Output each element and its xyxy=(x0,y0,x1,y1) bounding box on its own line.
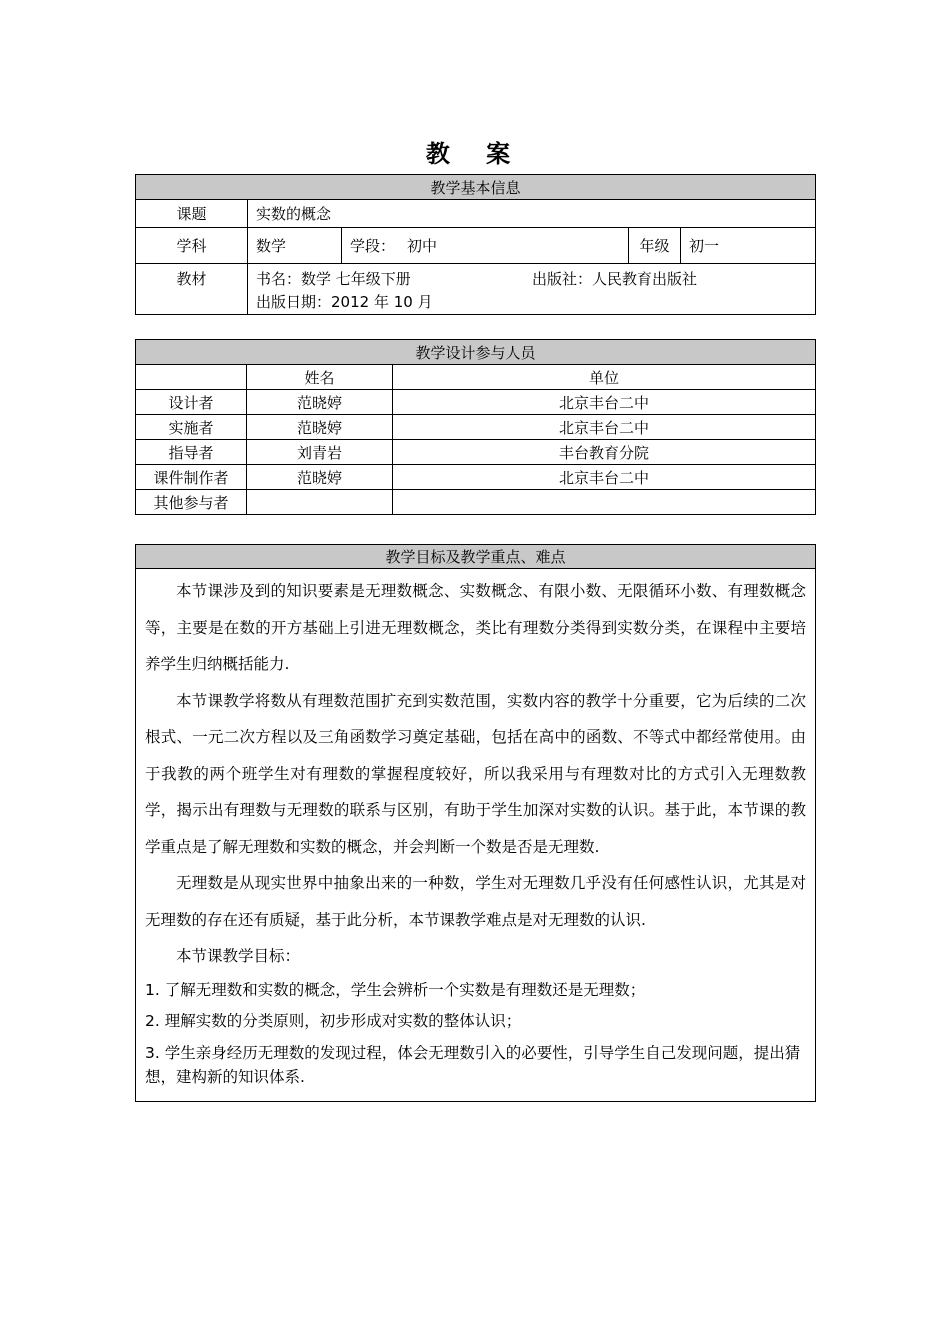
subject-label: 学科 xyxy=(136,228,248,264)
paragraph-goals-intro: 本节课教学目标： xyxy=(176,947,301,965)
stage-value: 初中 xyxy=(407,237,438,255)
topic-value: 实数的概念 xyxy=(248,200,816,228)
participants-header: 教学设计参与人员 xyxy=(136,340,816,365)
name-cell: 范晓婷 xyxy=(247,390,393,415)
name-cell: 范晓婷 xyxy=(247,465,393,490)
paragraph-key-point: 本节课教学将数从有理数范围扩充到实数范围，实数内容的教学十分重要，它为后续的二次根式、一元二次方程以及三角函数学习奠定基础，包括在高中的函数、不等式中都经常使用。由于我教的两个班学生对有理数的掌握程度较好，所以我采用与有理数对比的方式引入无理数教学，揭示出有理数与无理数的联系与区别，有助于学生加深对实数的认识。基于此，本节课的教学重点是了解无理数和实数的概念，并会判断一个数是否是无理数. xyxy=(145,691,806,856)
unit-column-header: 单位 xyxy=(393,365,816,390)
subject-value: 数学 xyxy=(248,228,342,264)
name-cell: 刘青岩 xyxy=(247,440,393,465)
paragraph-knowledge: 本节课涉及到的知识要素是无理数概念、实数概念、有限小数、无限循环小数、有理数概念等，主要是在数的开方基础上引进无理数概念，类比有理数分类得到实数分类，在课程中主要培养学生归纳概括能力. xyxy=(145,582,806,673)
role-cell: 指导者 xyxy=(136,440,247,465)
name-cell xyxy=(247,490,393,515)
page-title: 教 案 xyxy=(425,139,525,168)
participants-table xyxy=(135,339,816,515)
grade-value: 初一 xyxy=(681,228,816,264)
objectives-header: 教学目标及教学重点、难点 xyxy=(136,545,816,569)
role-cell: 课件制作者 xyxy=(136,465,247,490)
role-cell: 设计者 xyxy=(136,390,247,415)
role-cell: 实施者 xyxy=(136,415,247,440)
textbook-label: 教材 xyxy=(136,264,248,315)
name-cell: 范晓婷 xyxy=(247,415,393,440)
publisher: 出版社：人民教育出版社 xyxy=(532,270,698,288)
grade-label: 年级 xyxy=(629,228,681,264)
basic-info-table xyxy=(135,174,816,315)
stage-label: 学段： xyxy=(350,237,396,255)
paragraph-difficulty: 无理数是从现实世界中抽象出来的一种数，学生对无理数几乎没有任何感性认识，尤其是对无理数的存在还有质疑，基于此分析，本节课教学难点是对无理数的认识. xyxy=(145,874,806,929)
name-column-header: 姓名 xyxy=(247,365,393,390)
unit-cell xyxy=(393,490,816,515)
table-row xyxy=(136,490,816,515)
unit-cell: 北京丰台二中 xyxy=(393,390,816,415)
stage-cell xyxy=(342,228,629,264)
blank-header-cell xyxy=(136,365,247,390)
book-name: 书名：数学 七年级下册 xyxy=(256,270,411,288)
objectives-body xyxy=(136,569,816,1102)
table-row xyxy=(136,415,816,440)
unit-cell: 丰台教育分院 xyxy=(393,440,816,465)
topic-label: 课题 xyxy=(136,200,248,228)
unit-cell: 北京丰台二中 xyxy=(393,415,816,440)
objectives-table xyxy=(135,544,816,1102)
role-cell: 其他参与者 xyxy=(136,490,247,515)
table-row xyxy=(136,440,816,465)
goal-item-1: 1. 了解无理数和实数的概念，学生会辨析一个实数是有理数还是无理数； xyxy=(145,980,646,999)
table-row xyxy=(136,390,816,415)
publish-date: 出版日期：2012 年 10 月 xyxy=(256,293,433,311)
goal-item-2: 2. 理解实数的分类原则，初步形成对实数的整体认识； xyxy=(145,1011,522,1030)
table-row xyxy=(136,465,816,490)
basic-info-header: 教学基本信息 xyxy=(136,175,816,200)
textbook-value xyxy=(248,264,816,315)
unit-cell: 北京丰台二中 xyxy=(393,465,816,490)
goal-item-3: 3. 学生亲身经历无理数的发现过程，体会无理数引入的必要性，引导学生自己发现问题，提出猜想，建构新的知识体系. xyxy=(145,1043,801,1086)
